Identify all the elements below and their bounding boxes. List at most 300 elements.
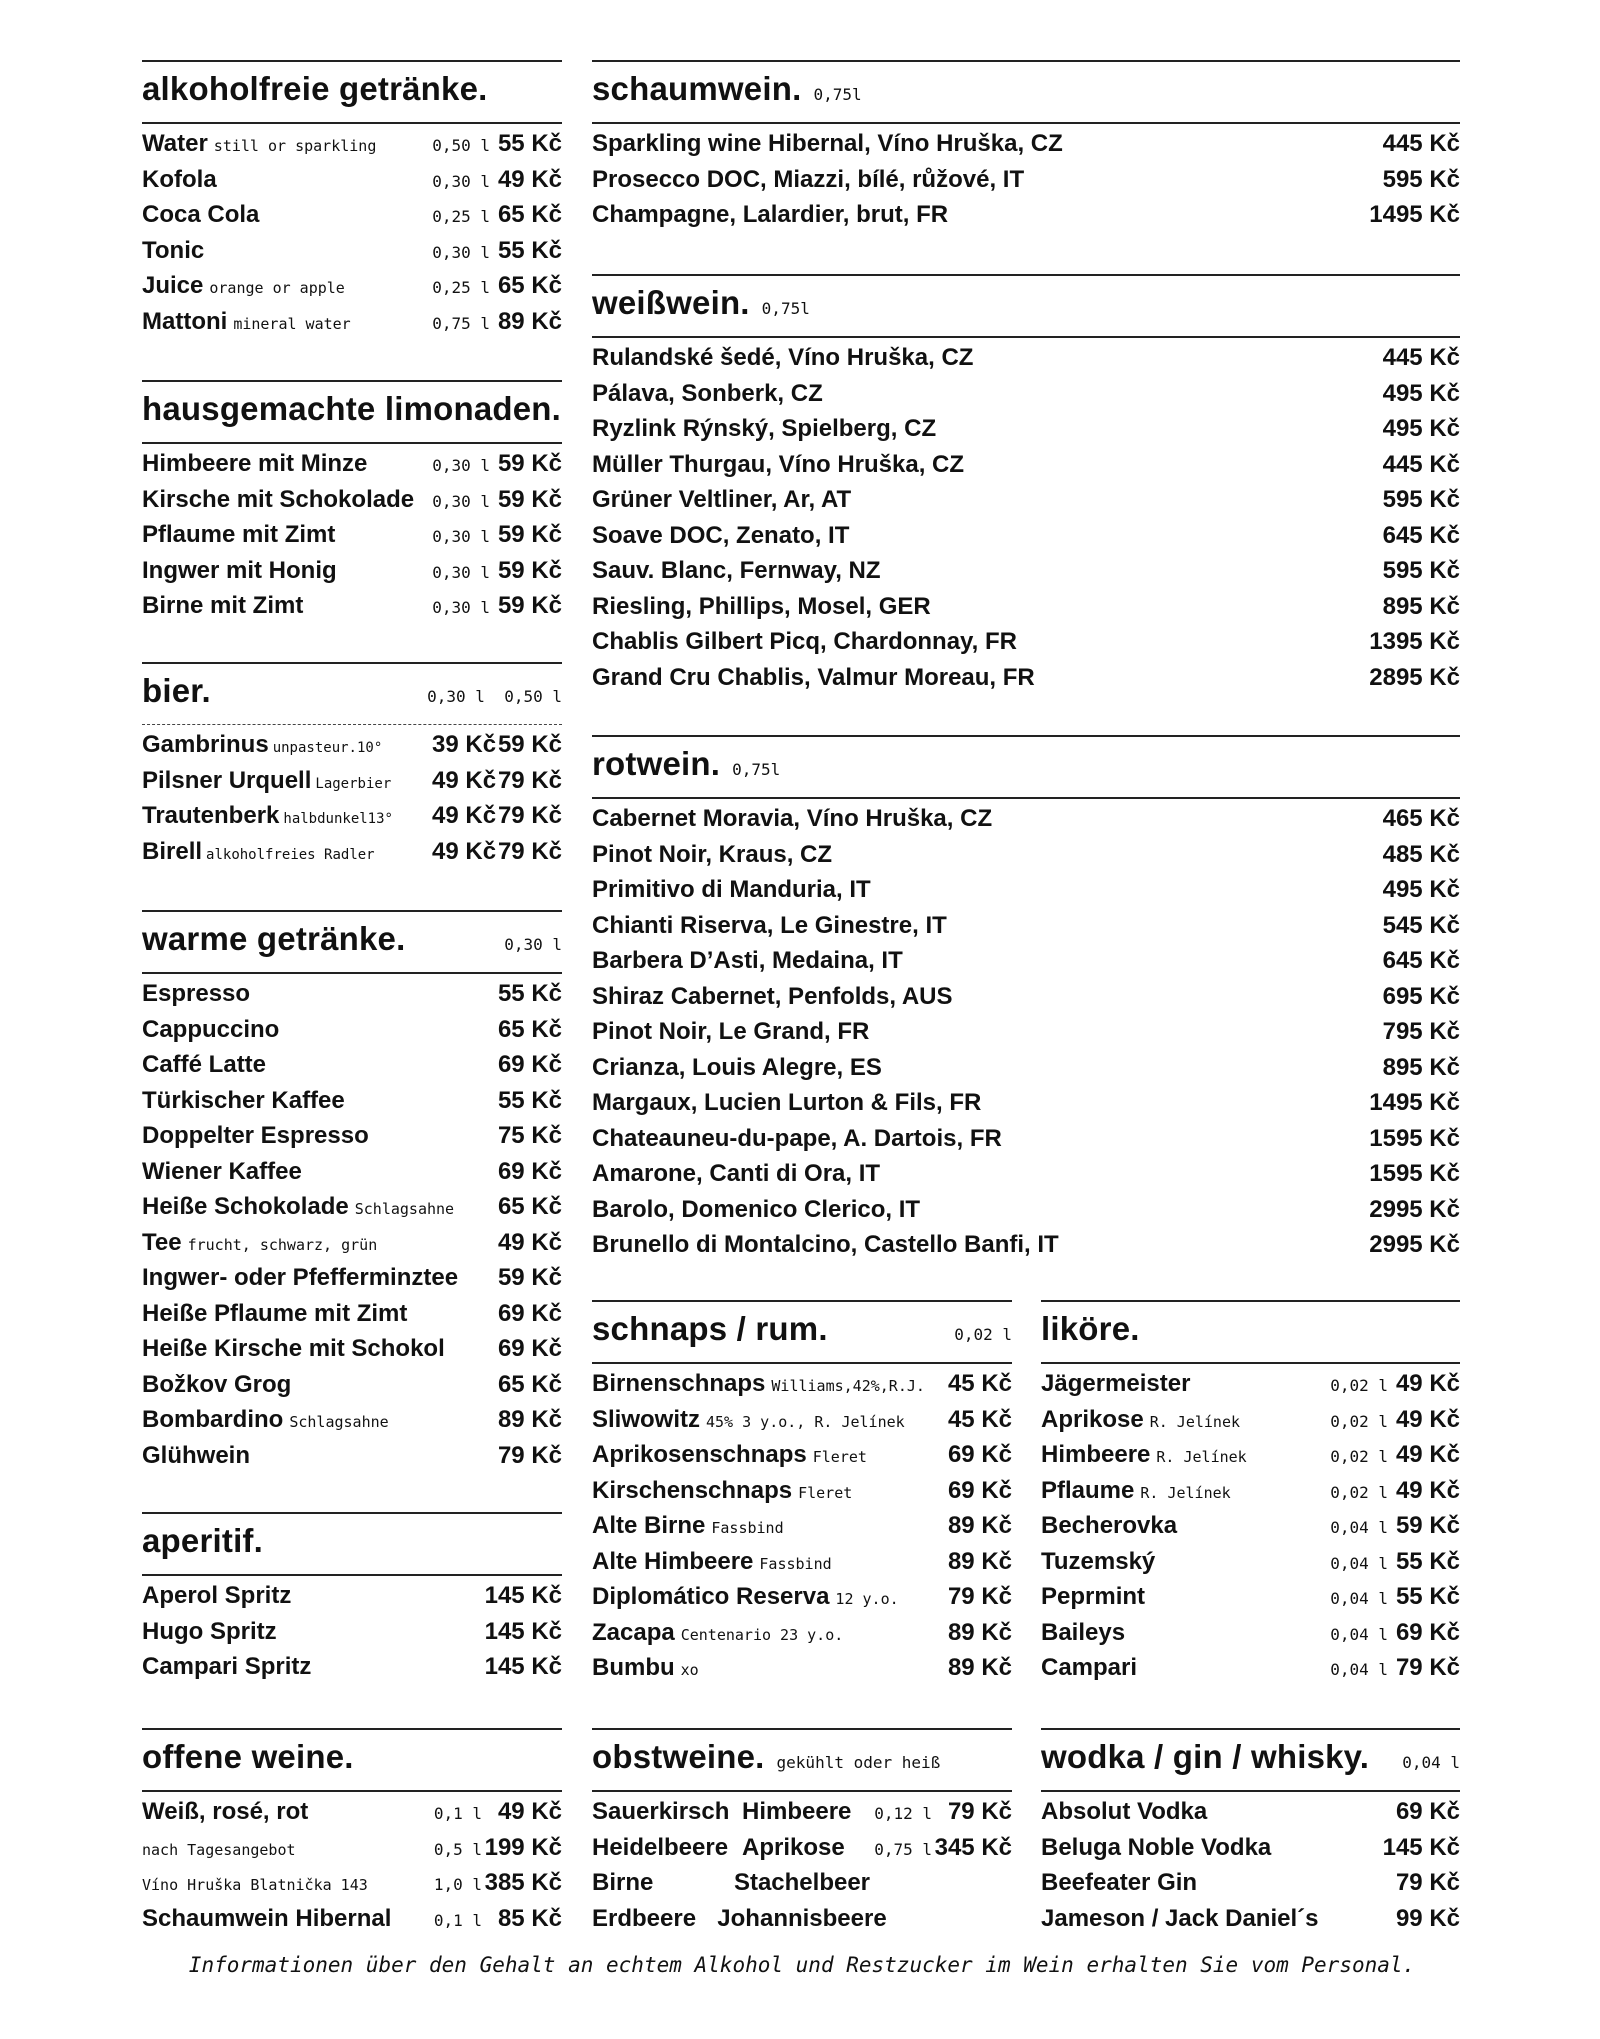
item-name: Müller Thurgau, Víno Hruška, CZ (592, 450, 965, 478)
menu-row (592, 415, 1460, 451)
section-obstweine (592, 1728, 1012, 1940)
item-size: 0,30 l (432, 491, 491, 511)
item-note: halbdunkel13° (283, 811, 393, 827)
item-name: Espresso (142, 980, 251, 1007)
item-size: 0,25 l (432, 207, 490, 226)
item-name-wrap (592, 1231, 1340, 1259)
menu-row (592, 1512, 1012, 1548)
item-name: Weiß, rosé, rot (142, 1798, 309, 1825)
item-name-wrap (142, 592, 414, 620)
item-price: 199 Kč (484, 1833, 562, 1861)
item-size: 0,75 l (432, 313, 490, 333)
item-price: 99 Kč (1395, 1904, 1460, 1932)
menu-row (1041, 1798, 1460, 1834)
item-name-wrap (142, 486, 414, 514)
item-note: R. Jelínek (1140, 1483, 1231, 1502)
item-price: 595 Kč (1382, 165, 1460, 193)
item-size: 0,02 l (1330, 1411, 1388, 1431)
volume-label: 0,75l (761, 299, 810, 318)
item-price: 85 Kč (497, 1904, 562, 1932)
item-size: 0,25 l (432, 278, 490, 297)
item-note: mineral water (233, 314, 351, 333)
item-size: 0,04 l (1330, 1660, 1388, 1679)
menu-row (592, 1869, 1012, 1905)
section-alkoholfreie-getraenke (142, 60, 562, 343)
item-name-wrap (592, 1441, 940, 1469)
item-name: Kirsche mit Schokolade (142, 485, 415, 513)
item-name-wrap (142, 1087, 490, 1115)
section-weisswein (592, 274, 1460, 699)
menu-row (1041, 1441, 1460, 1477)
item-name-wrap (592, 1160, 1340, 1188)
item-name-wrap (142, 802, 432, 830)
item-size: 0,5 l (433, 1839, 482, 1859)
menu-row (592, 130, 1460, 166)
item-name-wrap (592, 1054, 1340, 1082)
item-price: 89 Kč (947, 1618, 1012, 1646)
item-price: 485 Kč (1382, 840, 1460, 868)
item-name: Beluga Noble Vodka (1041, 1833, 1272, 1861)
menu-row (592, 1196, 1460, 1232)
section-bier (142, 662, 562, 873)
menu-row (592, 1406, 1012, 1442)
item-name-wrap (592, 1406, 940, 1434)
section-warme-getraenke (142, 910, 562, 1477)
section-title: weißwein. (592, 284, 750, 321)
item-name-wrap (142, 980, 490, 1008)
item-name: Chianti Riserva, Le Ginestre, IT (592, 911, 947, 939)
item-price: 65 Kč (497, 1015, 562, 1043)
item-name: Amarone, Canti di Ora, IT (592, 1160, 881, 1187)
menu-row (592, 912, 1460, 948)
menu-row (142, 130, 562, 166)
menu-row (142, 201, 562, 237)
item-name: Ingwer mit Honig (142, 556, 337, 584)
item-name: Coca Cola (142, 201, 260, 228)
item-note: Fassbind (711, 1519, 784, 1537)
menu-row (592, 1583, 1012, 1619)
item-price: 445 Kč (1382, 450, 1460, 478)
item-note: unpasteur.10° (272, 740, 383, 756)
item-name-wrap (142, 1016, 490, 1044)
item-list (1041, 1370, 1460, 1690)
item-name: Sparkling wine Hibernal, Víno Hruška, CZ (592, 130, 1063, 157)
section-title: alkoholfreie getränke. (142, 70, 488, 107)
item-size: 0,1 l (433, 1804, 482, 1823)
volume-label: 0,75l (813, 85, 862, 104)
item-name: Campari Spritz (142, 1653, 312, 1680)
item-price: 89 Kč (947, 1547, 1012, 1575)
item-name: Cappuccino (142, 1015, 280, 1043)
item-name: Pflaume (1041, 1476, 1135, 1504)
item-price: 695 Kč (1382, 982, 1460, 1010)
item-name: Mattoni (142, 307, 228, 335)
item-name: Crianza, Louis Alegre, ES (592, 1053, 882, 1081)
item-price-small: 49 Kč (432, 766, 497, 794)
item-name-wrap (142, 1335, 490, 1363)
item-name: Grüner Veltliner, Ar, AT (592, 486, 852, 513)
item-name-wrap (142, 557, 414, 585)
item-name-wrap (1041, 1905, 1340, 1933)
item-note: xo (680, 1661, 699, 1679)
item-price: 495 Kč (1382, 415, 1460, 442)
item-size: 0,30 l (432, 598, 490, 617)
item-price: 79 Kč (1395, 1869, 1460, 1896)
section-title: schnaps / rum. (592, 1310, 828, 1347)
item-note: Williams,42%,R.J. (771, 1377, 925, 1395)
item-note: alkoholfreies Radler (206, 846, 375, 863)
menu-row (1041, 1477, 1460, 1513)
item-name: Juice (142, 272, 204, 299)
item-size: 1,0 l (433, 1875, 482, 1894)
item-note: R. Jelínek (1149, 1412, 1241, 1431)
item-name-wrap (142, 838, 432, 866)
item-size: 0,02 l (1330, 1447, 1388, 1466)
item-note: 45% 3 y.o., R. Jelínek (706, 1412, 905, 1431)
item-note: Schlagsahne (289, 1413, 389, 1431)
item-name-wrap (142, 1582, 442, 1610)
item-name-wrap (1041, 1406, 1312, 1434)
item-size: 0,50 l (432, 136, 490, 155)
menu-row (142, 802, 562, 838)
item-name: Sauv. Blanc, Fernway, NZ (592, 557, 881, 584)
item-price: 2995 Kč (1369, 1195, 1460, 1223)
item-name: Božkov Grog (142, 1370, 292, 1398)
item-name-wrap (1041, 1583, 1312, 1611)
menu-row (142, 1335, 562, 1371)
item-name: Water (142, 130, 208, 157)
menu-row (142, 450, 562, 486)
item-name-wrap (142, 1051, 490, 1079)
item-price: 69 Kč (947, 1441, 1012, 1468)
item-price: 69 Kč (497, 1299, 562, 1327)
menu-row (1041, 1905, 1460, 1941)
item-price: 145 Kč (484, 1582, 562, 1609)
menu-row (142, 1193, 562, 1229)
item-price: 55 Kč (497, 130, 562, 157)
item-name-wrap (592, 876, 1340, 904)
menu-row (1041, 1869, 1460, 1905)
section-offene-weine (142, 1728, 562, 1940)
item-name: Chateauneu-du-pape, A. Dartois, FR (592, 1124, 1002, 1152)
item-name: Ryzlink Rýnský, Spielberg, CZ (592, 415, 937, 442)
section-title: warme getränke. (142, 920, 406, 957)
menu-row (592, 1018, 1460, 1054)
volume-header: 0,02 l (954, 1325, 1012, 1344)
item-name: Türkischer Kaffee (142, 1086, 345, 1114)
menu-row (592, 557, 1460, 593)
fruit-name-b: Himbeere (742, 1798, 852, 1825)
menu-row (592, 593, 1460, 629)
item-note: 12 y.o. (835, 1590, 899, 1608)
section-note: gekühlt oder heiß (776, 1753, 941, 1772)
item-name-wrap (592, 805, 1340, 833)
item-price: 69 Kč (1395, 1798, 1460, 1825)
menu-row (1041, 1583, 1460, 1619)
item-name: Alte Birne (592, 1512, 706, 1539)
menu-row (1041, 1654, 1460, 1690)
section-aperitif (142, 1512, 562, 1689)
item-price: 645 Kč (1382, 521, 1460, 549)
volume-header: 0,04 l (1402, 1753, 1460, 1772)
item-name: Wiener Kaffee (142, 1157, 302, 1185)
item-name: Heiße Pflaume mit Zimt (142, 1299, 408, 1327)
section-likoere (1041, 1300, 1460, 1690)
item-price: 89 Kč (497, 307, 562, 335)
item-price: 59 Kč (497, 1264, 562, 1291)
item-price: 79 Kč (947, 1583, 1012, 1610)
item-price-small: 49 Kč (432, 802, 497, 829)
menu-row (592, 1125, 1460, 1161)
menu-row (592, 451, 1460, 487)
item-name-wrap (592, 947, 1340, 975)
section-title: rotwein. (592, 745, 721, 782)
menu-row (142, 557, 562, 593)
fruit-name-a: Birne (592, 1869, 654, 1896)
item-price: 895 Kč (1382, 592, 1460, 620)
item-name-wrap (142, 767, 432, 795)
menu-row (142, 308, 562, 344)
menu-row (142, 1158, 562, 1194)
item-name: Bumbu (592, 1654, 675, 1681)
item-price: 59 Kč (497, 556, 562, 584)
item-price: 1395 Kč (1369, 628, 1460, 655)
item-price: 49 Kč (497, 1228, 562, 1256)
menu-row (592, 1089, 1460, 1125)
item-price: 69 Kč (497, 1051, 562, 1078)
fruit-name-b: Stachelbeer (733, 1869, 871, 1896)
item-price-large: 79 Kč (497, 766, 562, 794)
item-name: Primitivo di Manduria, IT (592, 876, 871, 903)
menu-row (142, 1869, 562, 1905)
item-name: Birnenschnaps (592, 1370, 766, 1397)
item-name-wrap (592, 344, 1340, 372)
item-size: 0,30 l (432, 456, 490, 475)
item-name: Ingwer- oder Pfefferminztee (142, 1264, 459, 1291)
item-name-wrap (142, 272, 414, 300)
menu-row (142, 592, 562, 628)
item-name-wrap (142, 1264, 490, 1292)
section-title: schaumwein. (592, 70, 802, 107)
menu-row (142, 1618, 562, 1654)
item-note: still or sparkling (213, 137, 377, 155)
item-name-wrap (592, 983, 1340, 1011)
item-name: Pinot Noir, Le Grand, FR (592, 1018, 870, 1045)
item-list (142, 731, 562, 873)
item-size: 0,04 l (1330, 1518, 1388, 1537)
section-title: offene weine. (142, 1738, 354, 1775)
menu-row (142, 521, 562, 557)
item-note: orange or apple (209, 279, 345, 297)
item-price-large: 79 Kč (497, 802, 562, 829)
menu-row (592, 947, 1460, 983)
item-name: Gambrinus (142, 731, 269, 758)
item-size: 0,30 l (432, 527, 490, 546)
item-name: Diplomático Reserva (592, 1583, 830, 1610)
menu-row (592, 486, 1460, 522)
footer-note: Informationen über den Gehalt an echtem Alkohol und Restzucker im Wein erhalten Sie vom Personal. (188, 1953, 1416, 1977)
item-name-wrap (592, 451, 1340, 479)
item-name: Pinot Noir, Kraus, CZ (592, 840, 833, 868)
item-price: 59 Kč (497, 592, 562, 619)
menu-row (1041, 1834, 1460, 1870)
item-price-small: 39 Kč (432, 731, 497, 758)
menu-row (142, 272, 562, 308)
item-price: 59 Kč (1395, 1512, 1460, 1539)
item-name: Jameson / Jack Daniel´s (1041, 1904, 1319, 1932)
item-price: 645 Kč (1382, 947, 1460, 974)
item-name-wrap (592, 1018, 1340, 1046)
item-name: Soave DOC, Zenato, IT (592, 521, 850, 549)
item-name-wrap (142, 521, 414, 549)
menu-row (592, 1054, 1460, 1090)
menu-row (142, 1653, 562, 1689)
menu-row (142, 1371, 562, 1407)
menu-row (142, 1229, 562, 1265)
item-name: Schaumwein Hibernal (142, 1904, 392, 1932)
item-name: Barbera D’Asti, Medaina, IT (592, 947, 903, 974)
item-price: 595 Kč (1382, 557, 1460, 584)
menu-row (592, 841, 1460, 877)
item-name: Aperol Spritz (142, 1582, 292, 1609)
item-name: Birell (142, 837, 203, 865)
menu-row (592, 1619, 1012, 1655)
item-name-wrap (1041, 1477, 1312, 1505)
item-price: 65 Kč (497, 1193, 562, 1220)
item-price-large: 59 Kč (497, 731, 562, 758)
item-name-wrap (592, 841, 1340, 869)
item-name: Hugo Spritz (142, 1617, 277, 1645)
item-name: Aprikosenschnaps (592, 1441, 807, 1468)
item-price: 465 Kč (1382, 805, 1460, 832)
item-name-wrap (592, 912, 1340, 940)
item-name: Tuzemský (1041, 1547, 1156, 1575)
fruit-name-b: Aprikose (742, 1833, 845, 1861)
item-name-wrap (592, 1196, 1340, 1224)
item-size: 0,04 l (1330, 1589, 1388, 1608)
item-name-wrap (142, 308, 414, 336)
item-list (142, 1582, 562, 1689)
item-price: 595 Kč (1382, 486, 1460, 513)
item-name: Prosecco DOC, Miazzi, bílé, růžové, IT (592, 165, 1025, 193)
item-name-wrap (142, 1618, 442, 1646)
item-list (592, 130, 1460, 237)
fruit-name-a: Heidelbeere (592, 1833, 729, 1861)
item-list (142, 980, 562, 1477)
item-size: 0,02 l (1330, 1482, 1388, 1502)
item-size: 0,75 l (874, 1839, 932, 1859)
item-size: 0,04 l (1330, 1624, 1388, 1644)
item-price: 49 Kč (1395, 1370, 1460, 1397)
item-note: Fassbind (759, 1554, 832, 1573)
menu-row (592, 1834, 1012, 1870)
item-name-wrap (592, 1654, 940, 1682)
item-name-wrap (142, 166, 414, 194)
item-size: 0,30 l (432, 171, 490, 191)
item-price: 69 Kč (1395, 1618, 1460, 1646)
item-name: Trautenberk (142, 802, 280, 829)
item-price: 59 Kč (497, 485, 562, 513)
item-name-wrap (1041, 1834, 1340, 1862)
item-price: 385 Kč (484, 1869, 562, 1896)
section-schnaps-rum (592, 1300, 1012, 1690)
menu-row (1041, 1548, 1460, 1584)
menu-row (592, 380, 1460, 416)
item-list (1041, 1798, 1460, 1940)
item-name-wrap (592, 130, 1340, 158)
item-price: 49 Kč (1395, 1476, 1460, 1504)
item-name: Heiße Schokolade (142, 1193, 349, 1220)
menu-row (592, 1654, 1012, 1690)
item-name: Margaux, Lucien Lurton & Fils, FR (592, 1089, 982, 1116)
item-name-wrap (592, 1125, 1340, 1153)
item-list (592, 1370, 1012, 1690)
menu-row (1041, 1619, 1460, 1655)
menu-row (142, 980, 562, 1016)
item-name-wrap (1041, 1548, 1312, 1576)
item-name: Doppelter Espresso (142, 1122, 369, 1149)
menu-row (142, 767, 562, 803)
menu-row (142, 1905, 562, 1941)
item-name-wrap (142, 731, 432, 759)
item-note: Centenario 23 y.o. (680, 1625, 844, 1644)
item-name-wrap (592, 380, 1340, 408)
item-name-wrap (142, 1193, 490, 1221)
menu-row (142, 1016, 562, 1052)
item-name-wrap (142, 1442, 490, 1470)
item-price: 1595 Kč (1369, 1160, 1460, 1187)
item-price: 45 Kč (947, 1370, 1012, 1397)
item-name-wrap (142, 201, 414, 229)
item-price: 495 Kč (1382, 379, 1460, 407)
menu-row (142, 1122, 562, 1158)
item-name: Himbeere mit Minze (142, 450, 368, 477)
menu-row (142, 1582, 562, 1618)
item-price: 345 Kč (934, 1833, 1012, 1861)
menu-row (142, 166, 562, 202)
item-price: 65 Kč (497, 201, 562, 228)
item-name: Campari (1041, 1654, 1138, 1681)
menu-row (592, 201, 1460, 237)
item-price: 145 Kč (1382, 1833, 1460, 1861)
item-price: 69 Kč (947, 1476, 1012, 1504)
item-name: Glühwein (142, 1441, 250, 1469)
menu-row (142, 1834, 562, 1870)
item-name-wrap (592, 1619, 940, 1647)
menu-row (592, 628, 1460, 664)
menu-row (142, 1264, 562, 1300)
item-price: 49 Kč (1395, 1441, 1460, 1468)
item-name: Tee (142, 1228, 182, 1256)
item-name-wrap (142, 237, 414, 265)
item-name-wrap (592, 201, 1340, 229)
item-name: Chablis Gilbert Picq, Chardonnay, FR (592, 628, 1017, 655)
menu-row (592, 1905, 1012, 1941)
item-name: Brunello di Montalcino, Castello Banfi, IT (592, 1231, 1059, 1258)
item-list (592, 1798, 1012, 1940)
item-name: Pflaume mit Zimt (142, 521, 336, 548)
menu-row (142, 1798, 562, 1834)
menu-row (592, 344, 1460, 380)
item-name-wrap (592, 1089, 1340, 1117)
menu-row (592, 664, 1460, 700)
section-title: wodka / gin / whisky. (1041, 1738, 1370, 1775)
menu-row (142, 237, 562, 273)
item-name: Birne mit Zimt (142, 592, 304, 619)
item-price: 89 Kč (947, 1512, 1012, 1539)
item-size: 0,30 l (432, 562, 490, 582)
menu-row (1041, 1406, 1460, 1442)
